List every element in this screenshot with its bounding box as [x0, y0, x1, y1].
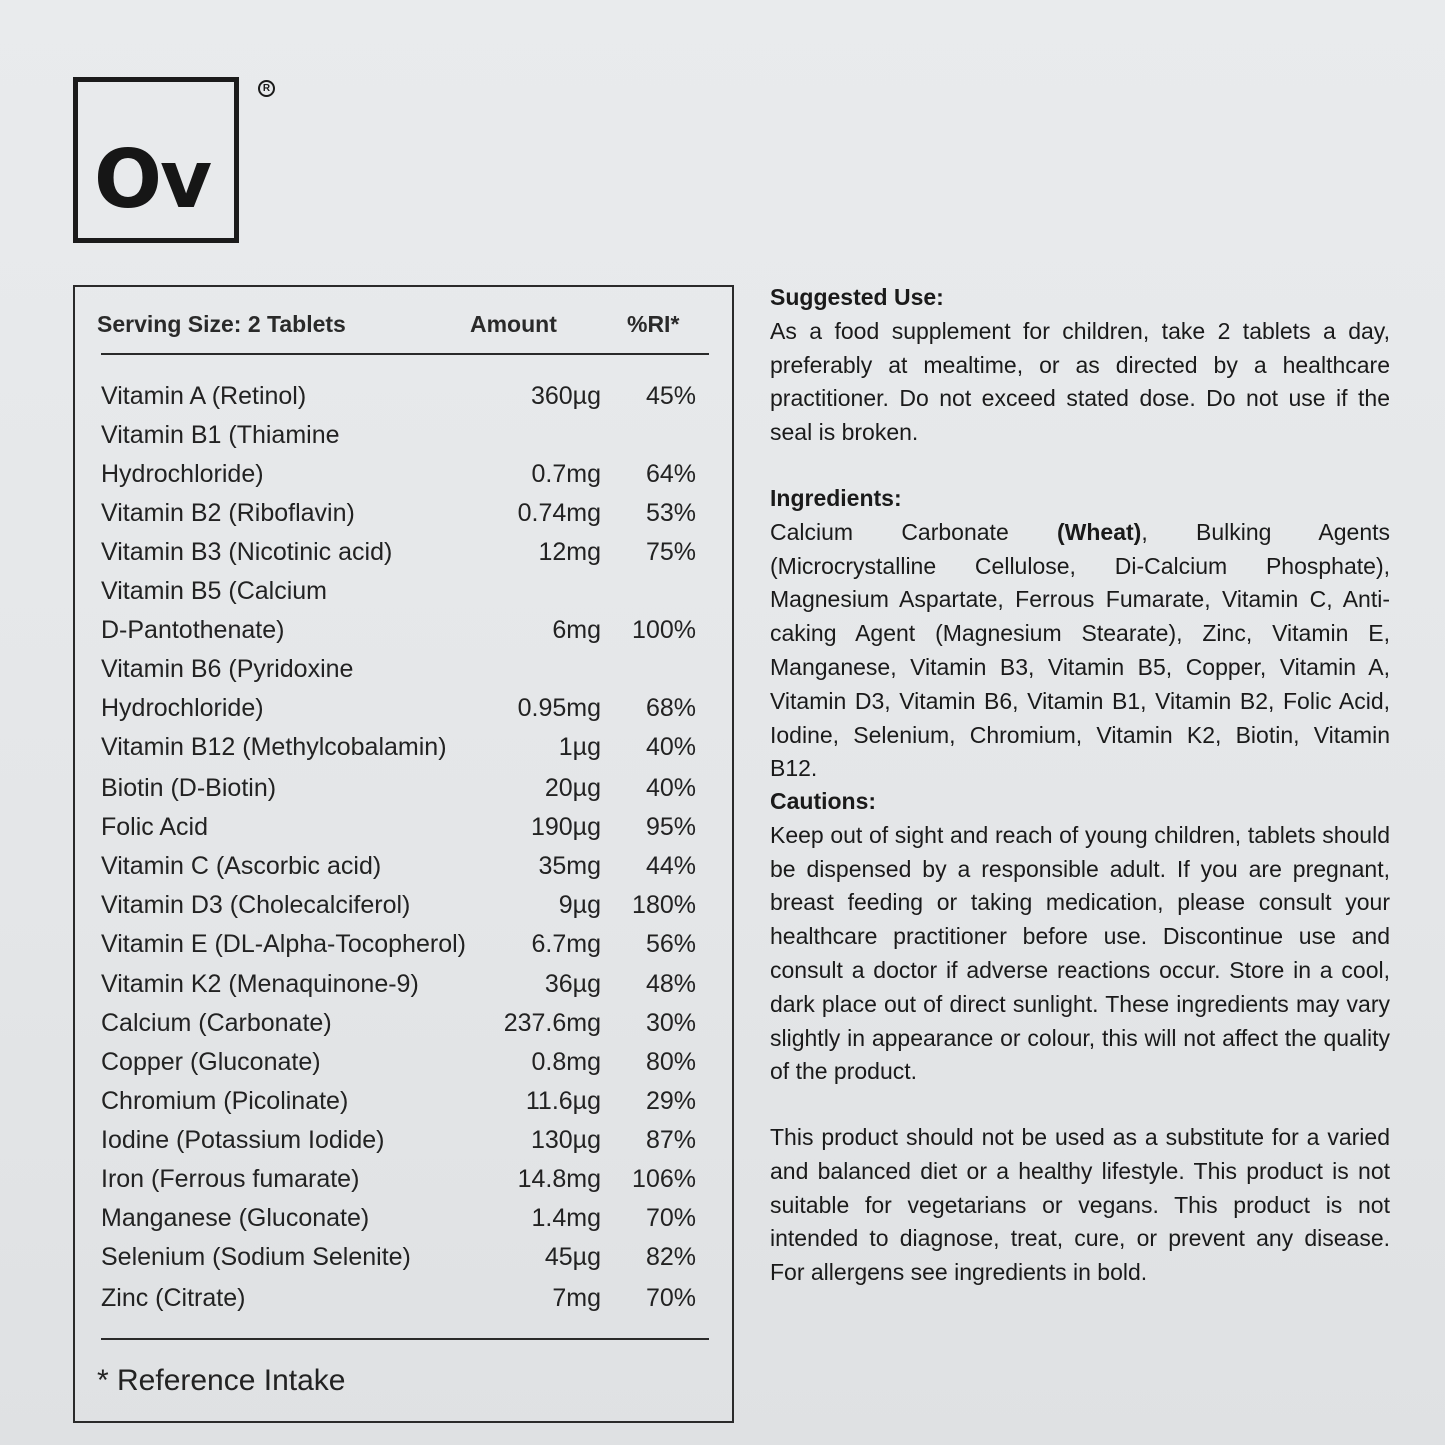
nutrient-amount: 12mg — [538, 538, 601, 566]
disclaimer-text: This product should not be used as a substitute for a varied and balanced diet or a healthy lifestyle. This product is not suitable for vegetarians or vegans. This product is not intended to diagnose, treat, cure, or prevent any disease. For allergens see ingredients in bold. — [770, 1124, 1390, 1286]
nutrient-amount: 0.95mg — [517, 694, 601, 722]
nutrient-amount: 190µg — [530, 813, 601, 841]
nutrient-ri: 100% — [632, 616, 696, 644]
nutrient-name: Selenium (Sodium Selenite) — [101, 1243, 411, 1271]
suggested-use-text: As a food supplement for children, take 2 tablets a day, preferably at mealtime, or as directed by a healthcare practitioner. Do not exceed stated dose. Do not use if the seal is broken. — [770, 317, 1390, 446]
nutrient-row — [101, 813, 721, 845]
nutrient-row — [101, 891, 721, 923]
nutrient-row — [101, 421, 721, 453]
nutrient-name: Manganese (Gluconate) — [101, 1204, 370, 1232]
disclaimer-section — [770, 1121, 1390, 1290]
nutrient-name: Hydrochloride) — [101, 460, 264, 488]
nutrient-amount: 9µg — [558, 891, 601, 919]
nutrient-amount: 237.6mg — [503, 1009, 601, 1037]
nutrient-amount: 0.74mg — [517, 499, 601, 527]
cautions-title: Cautions: — [770, 788, 877, 814]
ingredients-text-rest: , Bulking Agents (Microcrystalline Cellulose, Di-Calcium Phosphate), Magnesium Aspartate, Ferrous Fumarate, Vitamin C, Anti-caking Agent (Magnesium Stearate), Zinc, Vitamin E, Manganese, Vitamin B3, Vitamin B5, Copper, Vitamin A, Vitamin D3, Vitamin B6, Vitamin B1, Vitamin B2, Folic Acid, Iodine, Selenium, Chromium, Vitamin K2, Biotin, Vitamin B12. — [770, 518, 1390, 782]
nutrient-ri: 53% — [645, 499, 696, 527]
nutrient-row — [101, 774, 721, 806]
footnote: * Reference Intake — [97, 1364, 346, 1397]
nutrient-row — [101, 733, 721, 765]
divider-top — [101, 353, 709, 355]
nutrient-row — [101, 1048, 721, 1080]
allergen-wheat: (Wheat) — [1057, 518, 1142, 545]
nutrient-row — [101, 852, 721, 884]
nutrient-ri: 44% — [645, 852, 696, 880]
nutrient-amount: 6.7mg — [531, 930, 601, 958]
nutrient-name: Folic Acid — [101, 813, 208, 841]
nutrient-amount: 36µg — [544, 970, 601, 998]
nutrient-ri: 70% — [645, 1204, 696, 1232]
cautions-section — [770, 785, 1390, 1089]
nutrient-name: Vitamin B5 (Calcium — [101, 577, 328, 605]
suggested-use-section — [770, 281, 1390, 450]
nutrient-row — [101, 1087, 721, 1119]
brand-logo — [73, 77, 239, 243]
panel-header — [97, 311, 707, 341]
nutrient-amount: 45µg — [544, 1243, 601, 1271]
cautions-text: Keep out of sight and reach of young children, tablets should be dispensed by a responsible adult. If you are pregnant, breast feeding or taking medication, please consult your healthcare practitioner before use. Discontinue use and consult a doctor if adverse reactions occur. Store in a cool, dark place out of direct sunlight. These ingredients may vary slightly in appearance or colour, this will not affect the quality of the product. — [770, 821, 1390, 1085]
nutrient-name: Vitamin D3 (Cholecalciferol) — [101, 891, 411, 919]
nutrient-ri: 75% — [645, 538, 696, 566]
nutrient-amount: 20µg — [544, 774, 601, 802]
nutrient-amount: 35mg — [538, 852, 601, 880]
nutrient-name: Vitamin C (Ascorbic acid) — [101, 852, 382, 880]
ingredients-text-start: Calcium Carbonate — [770, 518, 1057, 545]
nutrient-name: Iodine (Potassium Iodide) — [101, 1126, 385, 1154]
registered-mark-icon: R — [258, 80, 275, 97]
nutrient-row — [101, 1126, 721, 1158]
nutrient-amount: 6mg — [552, 616, 601, 644]
nutrient-row — [101, 1284, 721, 1316]
nutrition-panel — [73, 285, 734, 1423]
ingredients-section — [770, 482, 1390, 786]
nutrient-row — [101, 655, 721, 687]
nutrient-amount: 1.4mg — [531, 1204, 601, 1232]
nutrient-ri: 48% — [645, 970, 696, 998]
nutrient-row — [101, 538, 721, 570]
nutrient-name: Vitamin B3 (Nicotinic acid) — [101, 538, 393, 566]
nutrient-amount: 1µg — [558, 733, 601, 761]
amount-heading: Amount — [470, 311, 557, 337]
nutrient-name: Vitamin B12 (Methylcobalamin) — [101, 733, 447, 761]
nutrient-ri: 87% — [645, 1126, 696, 1154]
ingredients-title: Ingredients: — [770, 485, 902, 511]
ingredients-text — [770, 516, 1390, 786]
nutrient-row — [101, 460, 721, 492]
nutrient-amount: 130µg — [530, 1126, 601, 1154]
nutrient-name: Copper (Gluconate) — [101, 1048, 321, 1076]
nutrient-row — [101, 970, 721, 1002]
suggested-use-title: Suggested Use: — [770, 284, 944, 310]
nutrient-row — [101, 1165, 721, 1197]
divider-bottom — [101, 1338, 709, 1340]
nutrient-row — [101, 1009, 721, 1041]
nutrient-name: Vitamin B1 (Thiamine — [101, 421, 340, 449]
nutrient-ri: 95% — [645, 813, 696, 841]
nutrient-name: Biotin (D-Biotin) — [101, 774, 277, 802]
nutrient-ri: 29% — [645, 1087, 696, 1115]
nutrient-name: Chromium (Picolinate) — [101, 1087, 349, 1115]
nutrient-ri: 64% — [645, 460, 696, 488]
ri-heading: %RI* — [627, 311, 680, 337]
nutrient-name: Vitamin B6 (Pyridoxine — [101, 655, 354, 683]
nutrient-ri: 80% — [645, 1048, 696, 1076]
nutrient-amount: 360µg — [530, 382, 601, 410]
nutrient-row — [101, 382, 721, 414]
nutrient-ri: 106% — [632, 1165, 696, 1193]
nutrient-ri: 70% — [645, 1284, 696, 1312]
nutrient-name: Hydrochloride) — [101, 694, 264, 722]
nutrient-amount: 11.6µg — [525, 1087, 601, 1115]
nutrient-ri: 180% — [632, 891, 696, 919]
nutrient-amount: 14.8mg — [517, 1165, 601, 1193]
nutrient-amount: 7mg — [552, 1284, 601, 1312]
nutrient-name: Iron (Ferrous fumarate) — [101, 1165, 360, 1193]
nutrient-ri: 82% — [645, 1243, 696, 1271]
nutrient-ri: 40% — [645, 733, 696, 761]
nutrient-ri: 56% — [645, 930, 696, 958]
nutrient-name: Vitamin E (DL-Alpha-Tocopherol) — [101, 930, 466, 958]
nutrient-row — [101, 694, 721, 726]
logo-text: Ov — [94, 133, 211, 226]
nutrient-row — [101, 616, 721, 648]
nutrient-ri: 40% — [645, 774, 696, 802]
nutrient-ri: 30% — [645, 1009, 696, 1037]
nutrient-ri: 68% — [645, 694, 696, 722]
nutrient-row — [101, 930, 721, 962]
nutrient-name: Vitamin K2 (Menaquinone-9) — [101, 970, 419, 998]
nutrient-ri: 45% — [645, 382, 696, 410]
nutrient-amount: 0.8mg — [531, 1048, 601, 1076]
nutrient-amount: 0.7mg — [531, 460, 601, 488]
nutrient-row — [101, 577, 721, 609]
nutrient-name: Vitamin B2 (Riboflavin) — [101, 499, 355, 527]
nutrient-name: Zinc (Citrate) — [101, 1284, 246, 1312]
nutrient-name: Vitamin A (Retinol) — [101, 382, 307, 410]
nutrient-name: D-Pantothenate) — [101, 616, 285, 644]
serving-size-heading: Serving Size: 2 Tablets — [97, 311, 346, 337]
nutrient-row — [101, 499, 721, 531]
nutrient-row — [101, 1204, 721, 1236]
nutrient-name: Calcium (Carbonate) — [101, 1009, 332, 1037]
nutrient-row — [101, 1243, 721, 1275]
